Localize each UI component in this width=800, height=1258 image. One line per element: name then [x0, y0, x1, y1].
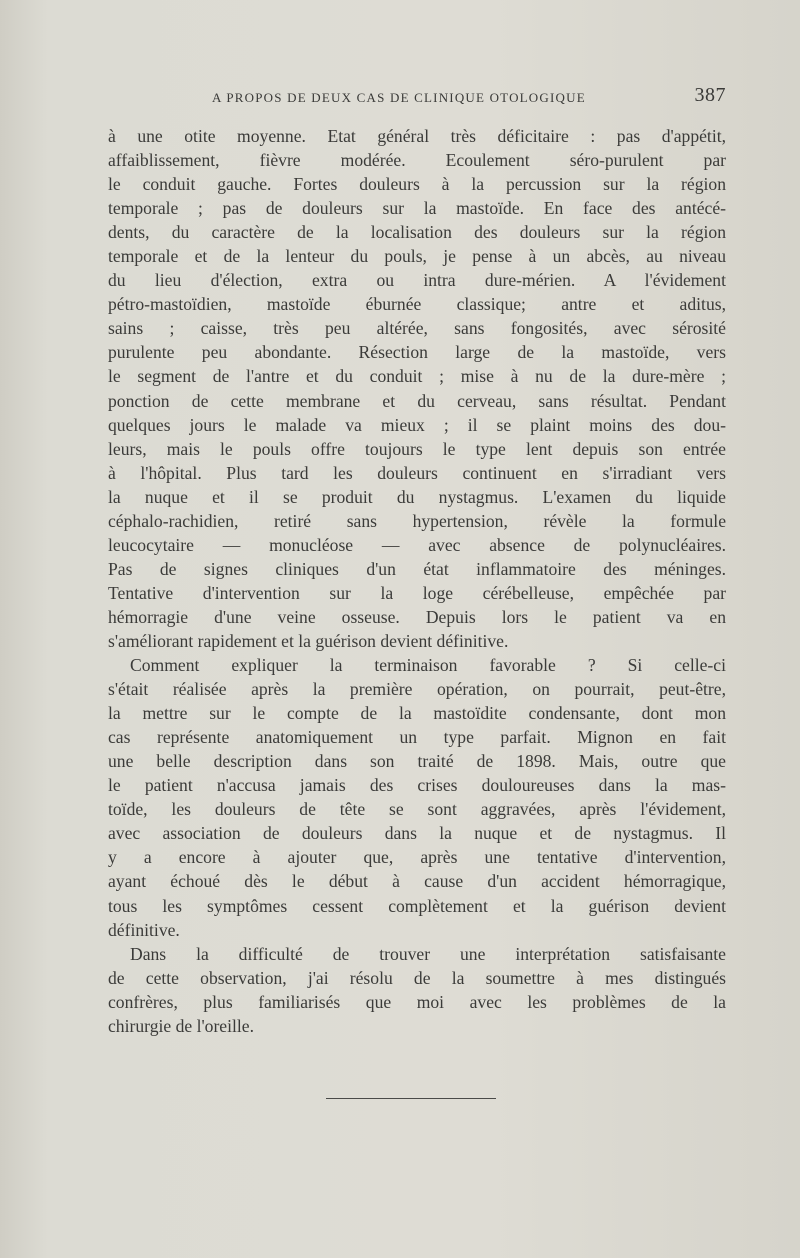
text-line: y a encore à ajouter que, après une tentative d'intervention,: [108, 847, 726, 868]
text-line: confrères, plus familiarisés que moi avec les problèmes de la: [108, 991, 726, 1012]
text-line: pétro-mastoïdien, mastoïde éburnée classique; antre et aditus,: [108, 294, 726, 315]
text-line: leucocytaire — monucléose — avec absence de polynucléaires.: [108, 534, 726, 555]
text-line: s'était réalisée après la première opération, on pourrait, peut-être,: [108, 679, 726, 700]
running-title: A PROPOS DE DEUX CAS DE CLINIQUE OTOLOGIQUE: [212, 90, 586, 105]
closing-rule: [326, 1098, 496, 1099]
text-line: chirurgie de l'oreille.: [108, 1015, 254, 1036]
text-line: cas représente anatomiquement un type parfait. Mignon en fait: [108, 727, 726, 748]
text-line: sains ; caisse, très peu altérée, sans fongosités, avec sérosité: [108, 318, 726, 339]
text-line: purulente peu abondante. Résection large de la mastoïde, vers: [108, 342, 726, 363]
text-line: quelques jours le malade va mieux ; il se plaint moins des dou-: [108, 414, 726, 435]
text-line: à une otite moyenne. Etat général très déficitaire : pas d'appétit,: [108, 126, 726, 146]
text-line: à l'hôpital. Plus tard les douleurs continuent en s'irradiant vers: [108, 462, 726, 483]
text-line: avec association de douleurs dans la nuque et de nystagmus. Il: [108, 823, 726, 844]
text-line: temporale et de la lenteur du pouls, je pense à un abcès, au niveau: [108, 246, 726, 267]
text-line: ayant échoué dès le début à cause d'un accident hémorragique,: [108, 871, 726, 892]
text-line: le patient n'accusa jamais des crises douloureuses dans la mas-: [108, 775, 726, 796]
text-line: céphalo-rachidien, retiré sans hypertension, révèle la formule: [108, 510, 726, 531]
text-line: toïde, les douleurs de tête se sont aggravées, après l'évidement,: [108, 799, 726, 820]
paragraph-3: [108, 942, 726, 1038]
running-header: [108, 84, 726, 114]
text-line: s'améliorant rapidement et la guérison devient définitive.: [108, 630, 509, 651]
text-line: Pas de signes cliniques d'un état inflammatoire des méninges.: [108, 558, 726, 579]
body-text: [108, 124, 726, 1038]
text-line: du lieu d'élection, extra ou intra dure-mérien. A l'évidement: [108, 270, 726, 291]
text-line: hémorragie d'une veine osseuse. Depuis lors le patient va en: [108, 606, 726, 627]
text-line: le conduit gauche. Fortes douleurs à la percussion sur la région: [108, 174, 726, 195]
text-line: Comment expliquer la terminaison favorable ? Si celle-ci: [130, 655, 726, 676]
text-line: tous les symptômes cessent complètement et la guérison devient: [108, 895, 726, 916]
text-line: de cette observation, j'ai résolu de la soumettre à mes distingués: [108, 967, 726, 988]
page-number: 387: [694, 84, 726, 106]
text-line: leurs, mais le pouls offre toujours le type lent depuis son entrée: [108, 438, 726, 459]
text-line: temporale ; pas de douleurs sur la mastoïde. En face des antécé-: [108, 198, 726, 219]
text-line: Tentative d'intervention sur la loge cérébelleuse, empêchée par: [108, 582, 726, 603]
text-line: la nuque et il se produit du nystagmus. L'examen du liquide: [108, 486, 726, 507]
paragraph-2: [108, 653, 726, 942]
text-line: ponction de cette membrane et du cerveau, sans résultat. Pendant: [108, 390, 726, 411]
text-line: dents, du caractère de la localisation des douleurs sur la région: [108, 222, 726, 243]
text-line: une belle description dans son traité de 1898. Mais, outre que: [108, 751, 726, 772]
text-line: le segment de l'antre et du conduit ; mise à nu de la dure-mère ;: [108, 366, 726, 387]
text-line: définitive.: [108, 919, 180, 940]
text-line: affaiblissement, fièvre modérée. Ecoulement séro-purulent par: [108, 150, 726, 171]
paragraph-1: [108, 124, 726, 653]
text-line: Dans la difficulté de trouver une interprétation satisfaisante: [130, 943, 726, 964]
text-line: la mettre sur le compte de la mastoïdite condensante, dont mon: [108, 703, 726, 724]
